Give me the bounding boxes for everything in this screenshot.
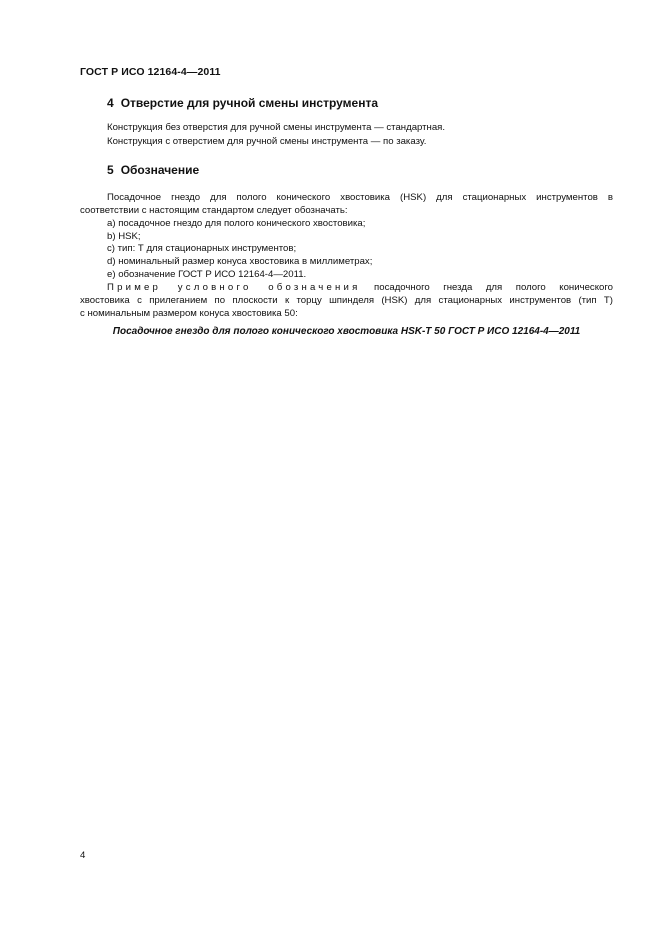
list-item-e: e) обозначение ГОСТ Р ИСО 12164-4—2011. bbox=[107, 269, 307, 280]
list-item-a: a) посадочное гнездо для полого конического хвостовика; bbox=[107, 218, 366, 229]
example-line-1 bbox=[107, 282, 613, 294]
example-line-2: хвостовика с прилеганием по плоскости к торцу шпинделя (HSK) для стационарных инструментов (тип Т) bbox=[80, 295, 613, 306]
list-item-c: c) тип: Т для стационарных инструментов; bbox=[107, 243, 297, 254]
list-item-b: b) HSK; bbox=[107, 231, 141, 242]
section-4-number: 4 bbox=[107, 96, 114, 110]
section-5-title: Обозначение bbox=[120, 163, 200, 177]
section-4-title: Отверстие для ручной смены инструмента bbox=[120, 96, 379, 110]
section-4-line-standard: Конструкция без отверстия для ручной смены инструмента — стандартная. bbox=[107, 122, 446, 133]
page-number: 4 bbox=[80, 850, 86, 861]
section-5-heading bbox=[107, 163, 199, 177]
section-5-number: 5 bbox=[107, 163, 114, 177]
section-5-intro-line-2: соответствии с настоящим стандартом следует обозначать: bbox=[80, 205, 348, 216]
standard-header: ГОСТ Р ИСО 12164-4—2011 bbox=[80, 66, 221, 78]
section-4-heading bbox=[107, 96, 378, 110]
example-designation: Посадочное гнездо для полого конического хвостовика HSK-T 50 ГОСТ Р ИСО 12164-4—2011 bbox=[112, 326, 581, 337]
example-line-1-rest: посадочного гнезда для полого конического bbox=[374, 282, 613, 293]
example-line-3: с номинальным размером конуса хвостовика 50: bbox=[80, 308, 298, 319]
section-4-line-order: Конструкция с отверстием для ручной смены инструмента — по заказу. bbox=[107, 136, 427, 147]
example-label: Пример условного обозначения bbox=[107, 282, 361, 293]
list-item-d: d) номинальный размер конуса хвостовика в миллиметрах; bbox=[107, 256, 373, 267]
section-5-intro-line-1: Посадочное гнездо для полого конического хвостовика (HSK) для стационарных инструментов в bbox=[107, 192, 613, 203]
